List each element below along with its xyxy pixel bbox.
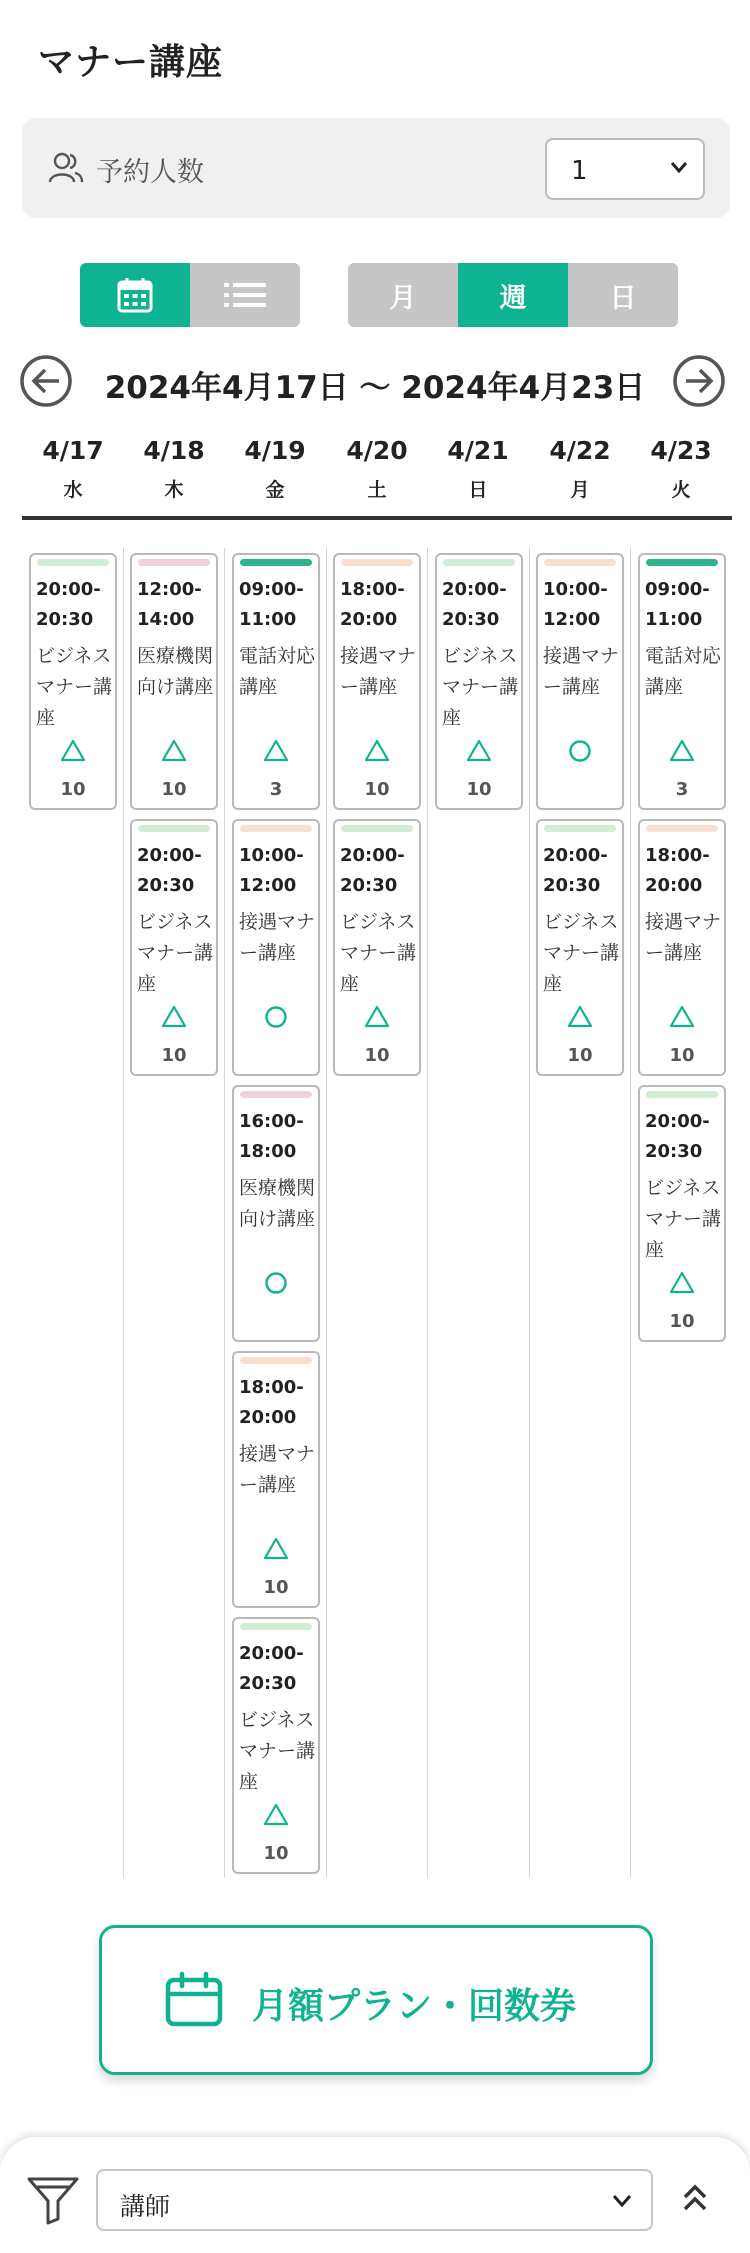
course-color-bar	[341, 559, 413, 566]
triangle-limited-icon	[364, 739, 390, 763]
people-count-box	[22, 118, 730, 218]
course-color-bar	[544, 559, 616, 566]
schedule-slot[interactable]	[232, 1351, 320, 1608]
slot-course-name: 接遇マナー講座	[543, 645, 620, 698]
chevron-down-icon	[669, 160, 689, 176]
calendar-icon	[116, 276, 154, 314]
date-range-label: 2024年4月17日 〜 2024年4月23日	[104, 370, 646, 406]
course-color-bar	[240, 559, 312, 566]
filter-icon[interactable]	[26, 2173, 80, 2227]
slot-course-name: ビジネスマナー講座	[340, 911, 417, 995]
column-divider	[529, 548, 530, 1878]
day-header[interactable]	[636, 436, 726, 502]
schedule-slot[interactable]	[232, 1617, 320, 1874]
monthly-plan-button[interactable]	[99, 1925, 653, 2075]
slot-course-name: ビジネスマナー講座	[137, 911, 214, 995]
view-toggle	[80, 263, 300, 327]
people-icon	[48, 150, 84, 186]
slot-course-name: 電話対応講座	[645, 645, 722, 698]
day-date: 4/19	[244, 436, 306, 465]
slot-time: 18:00-20:00	[645, 845, 710, 896]
range-month-tab[interactable]: 月	[348, 263, 458, 327]
range-toggle	[348, 263, 678, 327]
column-divider	[326, 548, 327, 1878]
triangle-limited-icon	[161, 739, 187, 763]
schedule-slot[interactable]	[435, 553, 523, 810]
slot-remaining-count: 3	[675, 779, 689, 800]
triangle-limited-icon	[567, 1005, 593, 1029]
slot-remaining-count: 10	[263, 1843, 289, 1864]
slot-remaining-count: 10	[161, 779, 187, 800]
course-color-bar	[240, 825, 312, 832]
day-weekday: 金	[265, 479, 285, 501]
slot-remaining-count: 10	[466, 779, 492, 800]
day-date: 4/21	[447, 436, 509, 465]
day-date: 4/22	[549, 436, 611, 465]
day-header[interactable]	[332, 436, 422, 502]
calendar-icon	[164, 1970, 224, 2030]
slot-time: 20:00-20:30	[239, 1643, 304, 1694]
schedule-slot[interactable]	[232, 553, 320, 810]
course-color-bar	[646, 559, 718, 566]
slot-time: 20:00-20:30	[442, 579, 507, 630]
column-divider	[224, 548, 225, 1878]
monthly-plan-label: 月額プラン・回数券	[252, 1986, 577, 2027]
schedule-slot[interactable]	[130, 819, 218, 1076]
triangle-limited-icon	[60, 739, 86, 763]
people-count-select[interactable]	[545, 138, 705, 200]
day-weekday: 土	[367, 479, 387, 501]
slot-course-name: 電話対応講座	[239, 645, 316, 698]
course-color-bar	[341, 825, 413, 832]
slot-course-name: 接遇マナー講座	[645, 911, 722, 964]
slot-time: 12:00-14:00	[137, 579, 202, 630]
day-weekday: 月	[570, 479, 590, 501]
column-divider	[123, 548, 124, 1878]
slot-course-name: 接遇マナー講座	[239, 911, 316, 964]
schedule-slot[interactable]	[638, 553, 726, 810]
triangle-limited-icon	[263, 739, 289, 763]
slot-course-name: ビジネスマナー講座	[543, 911, 620, 995]
chevron-down-icon	[611, 2193, 633, 2209]
slot-course-name: 医療機関向け講座	[137, 645, 214, 698]
day-weekday: 木	[164, 479, 184, 501]
slot-remaining-count: 10	[669, 1045, 695, 1066]
header-divider	[22, 516, 732, 520]
circle-available-icon	[263, 1005, 289, 1029]
circle-available-icon	[263, 1271, 289, 1295]
instructor-filter-select[interactable]	[96, 2169, 653, 2231]
slot-course-name: 接遇マナー講座	[340, 645, 417, 698]
instructor-filter-value: 講師	[120, 2192, 171, 2221]
slot-course-name: ビジネスマナー講座	[36, 645, 113, 729]
slot-remaining-count: 10	[669, 1311, 695, 1332]
schedule-slot[interactable]	[232, 819, 320, 1076]
slot-time: 20:00-20:30	[543, 845, 608, 896]
schedule-slot[interactable]	[536, 553, 624, 810]
double-chevron-up-icon[interactable]	[680, 2181, 710, 2215]
list-icon	[224, 282, 266, 308]
page-title: マナー講座	[38, 42, 224, 83]
people-count-value: 1	[571, 156, 588, 186]
filter-bar	[0, 2137, 750, 2253]
schedule-slot[interactable]	[536, 819, 624, 1076]
slot-time: 09:00-11:00	[239, 579, 304, 630]
slot-remaining-count: 10	[161, 1045, 187, 1066]
calendar-view-button[interactable]	[80, 263, 190, 327]
slot-time: 10:00-12:00	[543, 579, 608, 630]
slot-remaining-count: 10	[263, 1577, 289, 1598]
arrow-left-circle-icon[interactable]	[19, 354, 73, 408]
day-header[interactable]	[28, 436, 118, 502]
list-view-button[interactable]	[190, 263, 300, 327]
schedule-slot[interactable]	[638, 1085, 726, 1342]
day-header[interactable]	[230, 436, 320, 502]
triangle-limited-icon	[263, 1803, 289, 1827]
course-color-bar	[646, 825, 718, 832]
day-header[interactable]	[535, 436, 625, 502]
day-date: 4/18	[143, 436, 205, 465]
slot-remaining-count: 10	[364, 1045, 390, 1066]
triangle-limited-icon	[364, 1005, 390, 1029]
range-day-tab[interactable]: 日	[568, 263, 678, 327]
slot-time: 20:00-20:30	[340, 845, 405, 896]
course-color-bar	[443, 559, 515, 566]
course-color-bar	[544, 825, 616, 832]
course-color-bar	[646, 1091, 718, 1098]
slot-remaining-count: 10	[60, 779, 86, 800]
course-color-bar	[240, 1357, 312, 1364]
slot-course-name: 接遇マナー講座	[239, 1443, 316, 1496]
slot-time: 10:00-12:00	[239, 845, 304, 896]
slot-course-name: ビジネスマナー講座	[442, 645, 519, 729]
slot-time: 16:00-18:00	[239, 1111, 304, 1162]
day-header[interactable]	[433, 436, 523, 502]
course-color-bar	[138, 825, 210, 832]
triangle-limited-icon	[669, 1271, 695, 1295]
slot-remaining-count: 10	[364, 779, 390, 800]
slot-time: 20:00-20:30	[36, 579, 101, 630]
circle-available-icon	[567, 739, 593, 763]
slot-time: 18:00-20:00	[340, 579, 405, 630]
arrow-right-circle-icon[interactable]	[672, 354, 726, 408]
people-count-label: 予約人数	[96, 157, 204, 188]
schedule-slot[interactable]	[29, 553, 117, 810]
course-color-bar	[240, 1091, 312, 1098]
slot-remaining-count: 10	[567, 1045, 593, 1066]
triangle-limited-icon	[263, 1537, 289, 1561]
day-date: 4/20	[346, 436, 408, 465]
triangle-limited-icon	[466, 739, 492, 763]
course-color-bar	[240, 1623, 312, 1630]
range-week-tab[interactable]: 週	[458, 263, 568, 327]
schedule-slot[interactable]	[333, 819, 421, 1076]
slot-time: 09:00-11:00	[645, 579, 710, 630]
triangle-limited-icon	[161, 1005, 187, 1029]
column-divider	[630, 548, 631, 1878]
triangle-limited-icon	[669, 1005, 695, 1029]
day-date: 4/23	[650, 436, 712, 465]
schedule-slot[interactable]	[232, 1085, 320, 1342]
slot-remaining-count: 3	[269, 779, 283, 800]
schedule-slot[interactable]	[638, 819, 726, 1076]
day-date: 4/17	[42, 436, 104, 465]
slot-course-name: ビジネスマナー講座	[645, 1177, 722, 1261]
day-weekday: 水	[63, 479, 83, 501]
schedule-slot[interactable]	[130, 553, 218, 810]
triangle-limited-icon	[669, 739, 695, 763]
day-header[interactable]	[129, 436, 219, 502]
slot-time: 20:00-20:30	[645, 1111, 710, 1162]
schedule-slot[interactable]	[333, 553, 421, 810]
course-color-bar	[37, 559, 109, 566]
day-weekday: 日	[468, 479, 488, 501]
slot-course-name: 医療機関向け講座	[239, 1177, 316, 1230]
slot-course-name: ビジネスマナー講座	[239, 1709, 316, 1793]
column-divider	[427, 548, 428, 1878]
slot-time: 20:00-20:30	[137, 845, 202, 896]
slot-time: 18:00-20:00	[239, 1377, 304, 1428]
course-color-bar	[138, 559, 210, 566]
day-weekday: 火	[671, 479, 691, 501]
